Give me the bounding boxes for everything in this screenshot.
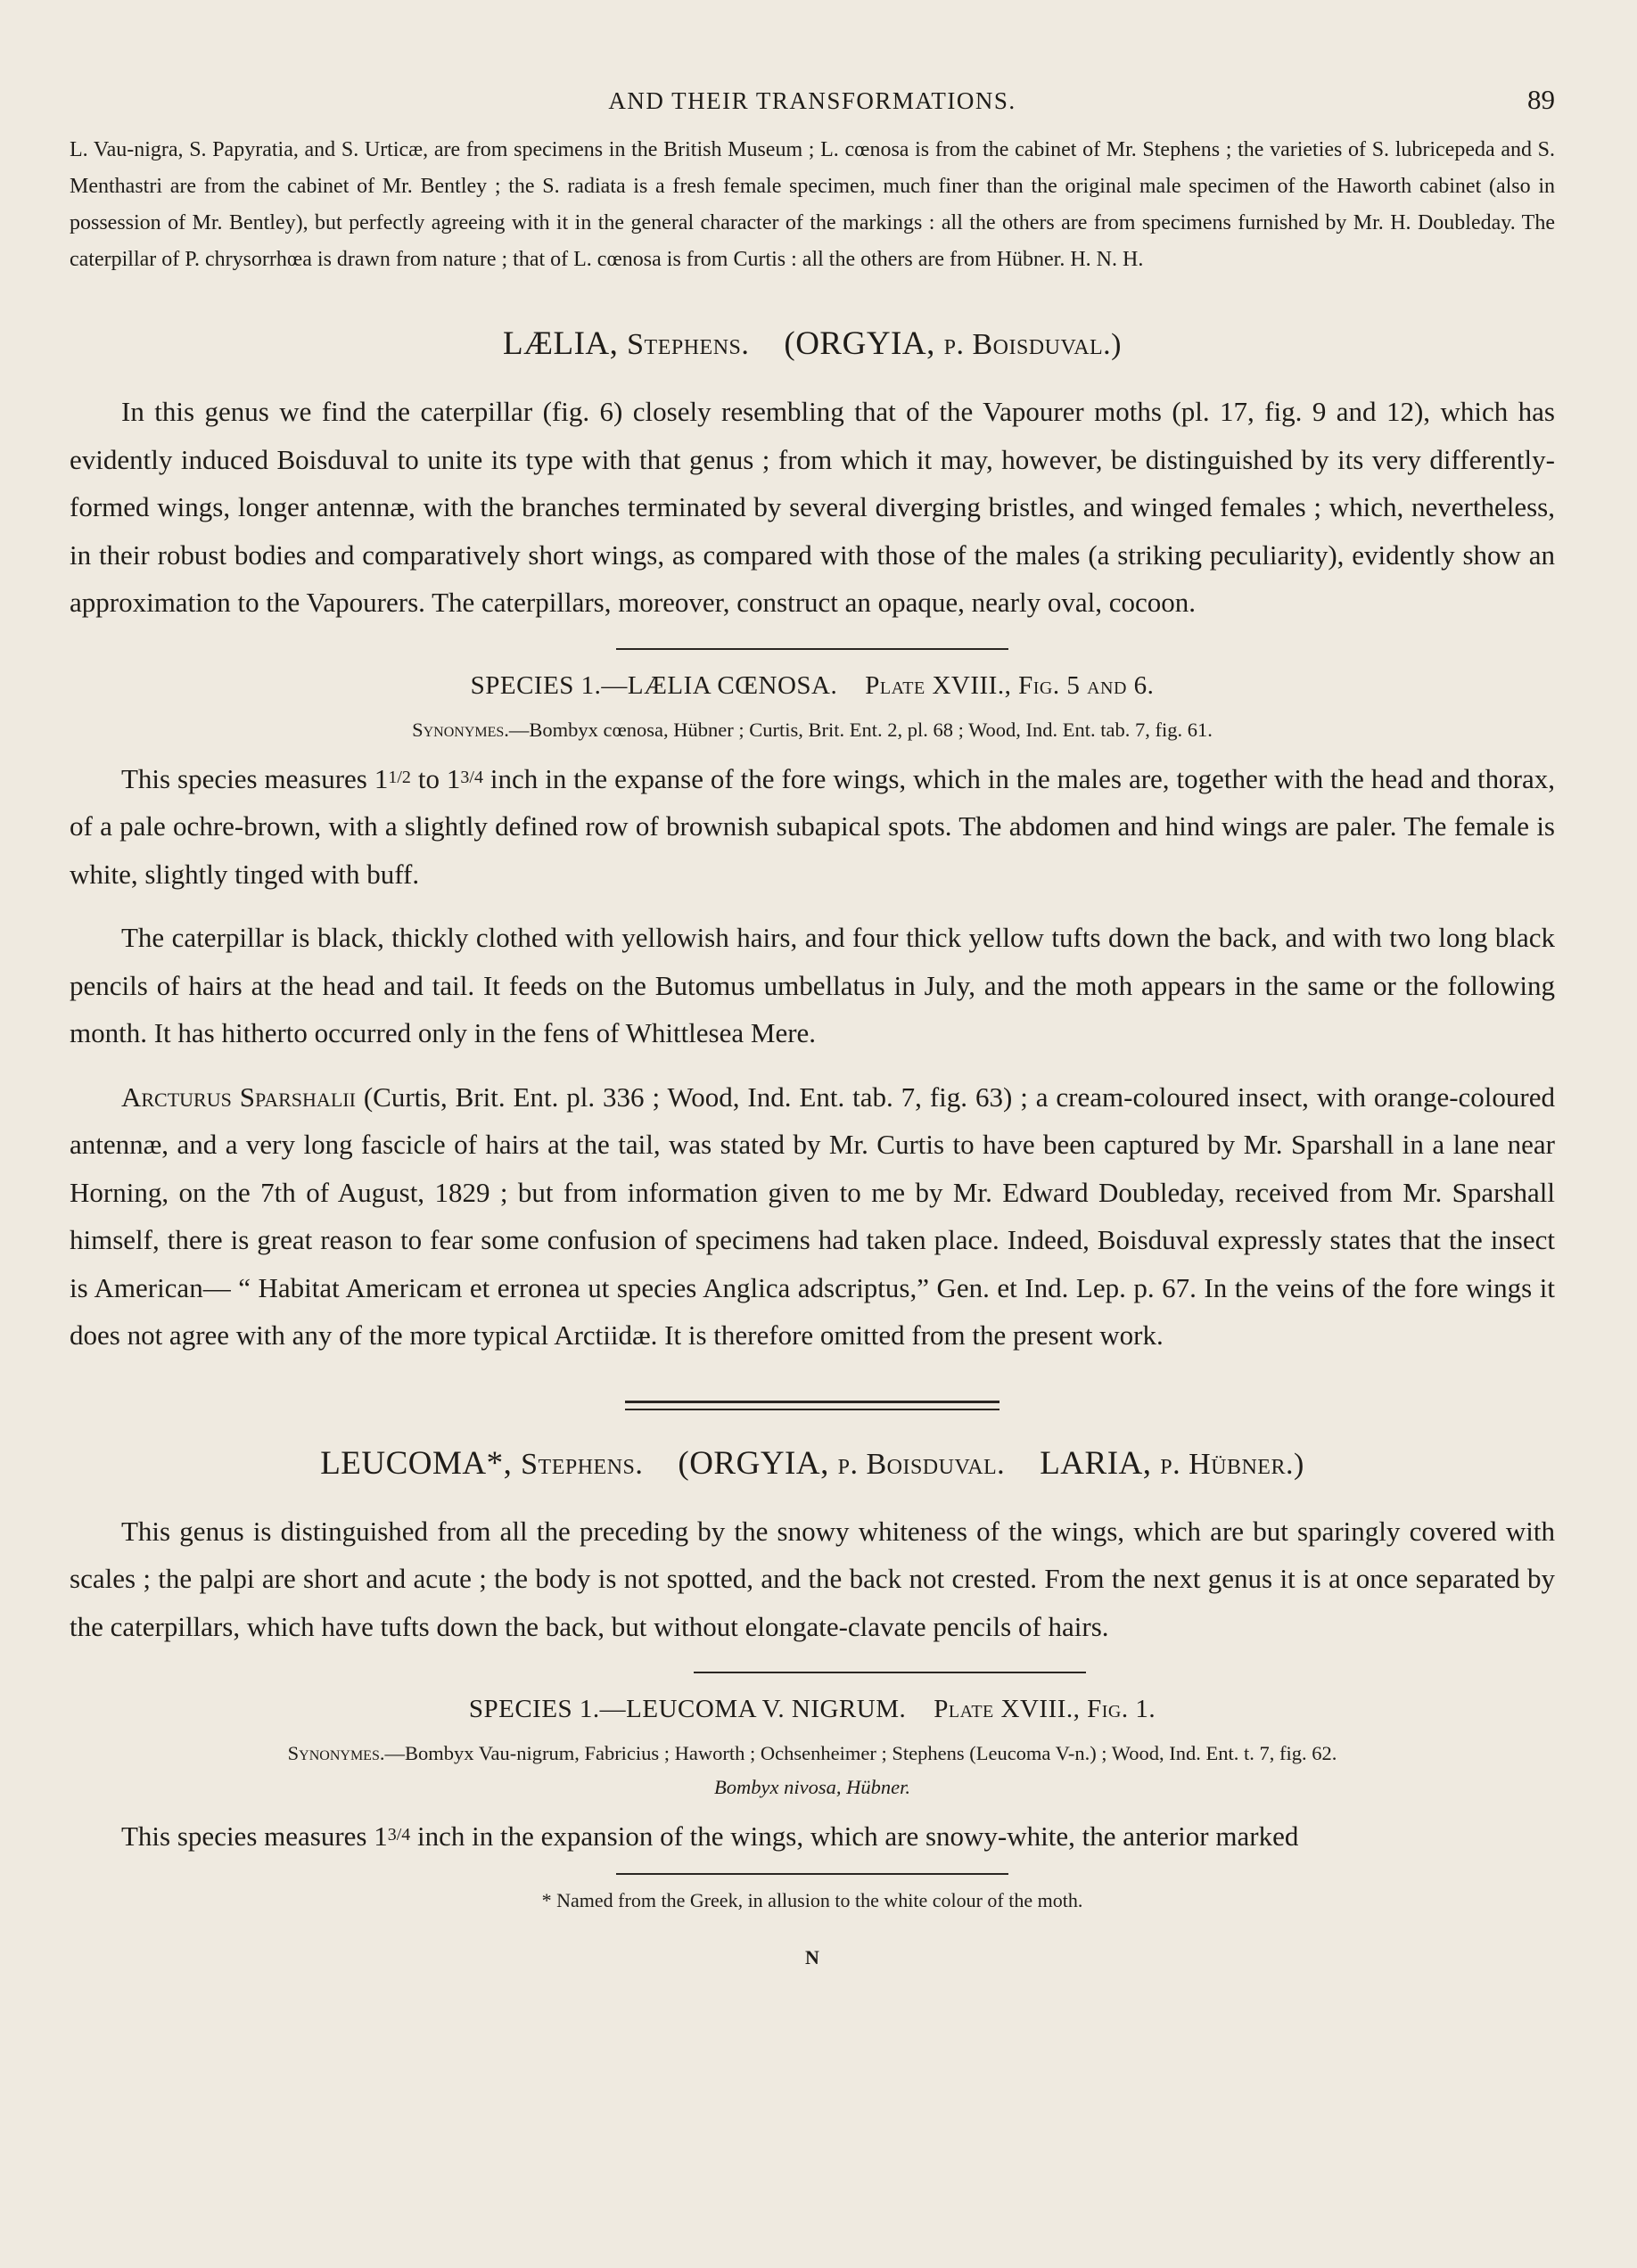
signature-mark: N — [805, 1945, 819, 1968]
laelia-alt-author: p. Boisduval.) — [943, 328, 1123, 361]
leucoma-species-plate: Plate XVIII., Fig. 1. — [934, 1695, 1156, 1723]
leucoma-species-title: SPECIES 1.—LEUCOMA V. NIGRUM. — [468, 1695, 907, 1723]
laelia-synonyms-text: Bombyx cœnosa, Hübner ; Curtis, Brit. Ent. 2, pl. 68 ; Wood, Ind. Ent. tab. 7, fig. 61. — [529, 718, 1213, 741]
laelia-synonyms — [70, 713, 1555, 747]
leucoma-synonyms-text: Bombyx Vau-nigrum, Fabricius ; Haworth ; Ochsenheimer ; Stephens (Leucoma V-n.) ; Wood, Ind. Ent. t. 7, fig. 62. — [404, 1742, 1337, 1764]
leucoma-species-heading — [70, 1695, 1555, 1724]
leucoma-alt-genus: (ORGYIA, — [678, 1444, 829, 1482]
arcturus-name: Arcturus Sparshalii — [121, 1081, 356, 1113]
leucoma-synonyms — [70, 1737, 1555, 1804]
laelia-species-title: SPECIES 1.—LÆLIA CŒNOSA. — [470, 670, 838, 700]
running-head-title: AND THEIR TRANSFORMATIONS. — [608, 87, 1016, 114]
leucoma-synonyms-text-2: Bombyx nivosa, Hübner. — [714, 1776, 910, 1798]
laelia-caterpillar-paragraph: The caterpillar is black, thickly clothed with yellowish hairs, and four thick yellow tufts down the back, and with two long black pencils of hairs at the head and tail. It feeds on the Butomus umbellatus in July, and the moth appears in the same or the following month. It has hitherto occurred only in the fens of Whittlesea Mere. — [70, 922, 1555, 1048]
laelia-description-start: This species measures 1 — [121, 762, 389, 794]
footnote-rule — [616, 1873, 1008, 1875]
laelia-genus-name: LÆLIA, — [502, 325, 619, 362]
leucoma-genus-paragraph: This genus is distinguished from all the preceding by the snowy whiteness of the wings, which are but sparingly covered with scales ; the palpi are short and acute ; the body is not spotted, and the back not crested. From the next genus it is at once separated by the caterpillars, which have tufts down the back, but without elongate-clavate pencils of hairs. — [70, 1515, 1555, 1642]
laelia-description-mid: to 1 — [410, 762, 461, 794]
laelia-synonyms-label: Synonymes.— — [412, 718, 530, 741]
laelia-genus-heading — [70, 325, 1555, 363]
leucoma-description-fraction: 3/4 — [387, 1825, 411, 1845]
double-rule-divider — [625, 1401, 999, 1410]
leucoma-description-end: inch in the expansion of the wings, which are snowy-white, the anterior marked — [410, 1820, 1299, 1852]
leucoma-genus-author: Stephens. — [521, 1447, 644, 1481]
section-rule — [616, 648, 1008, 650]
laelia-description-fraction-1: 1/2 — [388, 767, 411, 787]
leucoma-alt-author: p. Boisduval. — [837, 1447, 1006, 1481]
page-number: 89 — [1527, 84, 1555, 115]
laelia-description-fraction-2: 3/4 — [460, 767, 483, 787]
leucoma-description — [70, 1812, 1555, 1861]
leucoma-genus-name: LEUCOMA*, — [320, 1444, 513, 1482]
running-head — [70, 78, 1555, 132]
laelia-genus-paragraph: In this genus we find the caterpillar (fig. 6) closely resembling that of the Vapourer moths (pl. 17, fig. 9 and 12), which has evidently induced Boisduval to unite its type with that genus ; from which it may, however, be distinguished by its very differently-formed wings, longer antennæ, with the branches terminated by several diverging bristles, and winged females ; which, nevertheless, in their robust bodies and comparatively short wings, as compared with those of the males (a striking peculiarity), evidently show an approximation to the Vapourers. The caterpillars, moreover, construct an opaque, nearly oval, cocoon. — [70, 396, 1555, 618]
laelia-description — [70, 754, 1555, 899]
credits-note: L. Vau-nigra, S. Papyratia, and S. Urticæ, are from specimens in the British Museum ; L. cœnosa is from the cabinet of Mr. Stephens ; the varieties of S. lubricepeda and S. Menthastri are from the cabinet of Mr. Bentley ; the S. radiata is a fresh female specimen, much finer than the original male specimen of the Haworth cabinet (also in possession of Mr. Bentley), but perfectly agreeing with it in the general character of the markings : all the others are from specimens furnished by Mr. H. Doubleday. The caterpillar of P. chrysorrhœa is drawn from nature ; that of L. cœnosa is from Curtis : all the others are from Hübner. H. N. H. — [70, 138, 1555, 271]
leucoma-alt-genus-2: LARIA, — [1040, 1444, 1152, 1482]
laelia-species-heading — [70, 671, 1555, 701]
laelia-alt-genus: (ORGYIA, — [784, 325, 935, 362]
leucoma-genus-heading — [70, 1444, 1555, 1483]
laelia-description-end: inch in the expanse of the fore wings, which in the males are, together with the head and thorax, of a pale ochre-brown, with a slightly defined row of brownish subapical spots. The abdomen and hind wings are paler. The female is white, slightly tinged with buff. — [70, 762, 1555, 890]
leucoma-alt-author-2: p. Hübner.) — [1160, 1447, 1304, 1481]
section-rule-2 — [694, 1672, 1086, 1673]
footnote: * Named from the Greek, in allusion to the white colour of the moth. — [541, 1888, 1083, 1911]
leucoma-description-start: This species measures 1 — [121, 1820, 388, 1852]
leucoma-synonyms-label: Synonymes.— — [287, 1742, 405, 1764]
arcturus-text: (Curtis, Brit. Ent. pl. 336 ; Wood, Ind. Ent. tab. 7, fig. 63) ; a cream-coloured insect, with orange-coloured antennæ, and a very long fascicle of hairs at the tail, was stated by Mr. Curtis to have been captured by Mr. Sparshall in a lane near Horning, on the 7th of August, 1829 ; but from information given to me by Mr. Edward Doubleday, received from Mr. Sparshall himself, there is great reason to fear some confusion of specimens had taken place. Indeed, Boisduval expressly states that the insect is American— “ Habitat Americam et erronea ut species Anglica adscriptus,” Gen. et Ind. Lep. p. 67. In the veins of the fore wings it does not agree with any of the more typical Arctiidæ. It is therefore omitted from the present work. — [70, 1081, 1555, 1351]
arcturus-paragraph — [70, 1073, 1555, 1360]
laelia-species-plate: Plate XVIII., Fig. 5 and 6. — [865, 670, 1155, 700]
laelia-genus-author: Stephens. — [627, 328, 750, 361]
